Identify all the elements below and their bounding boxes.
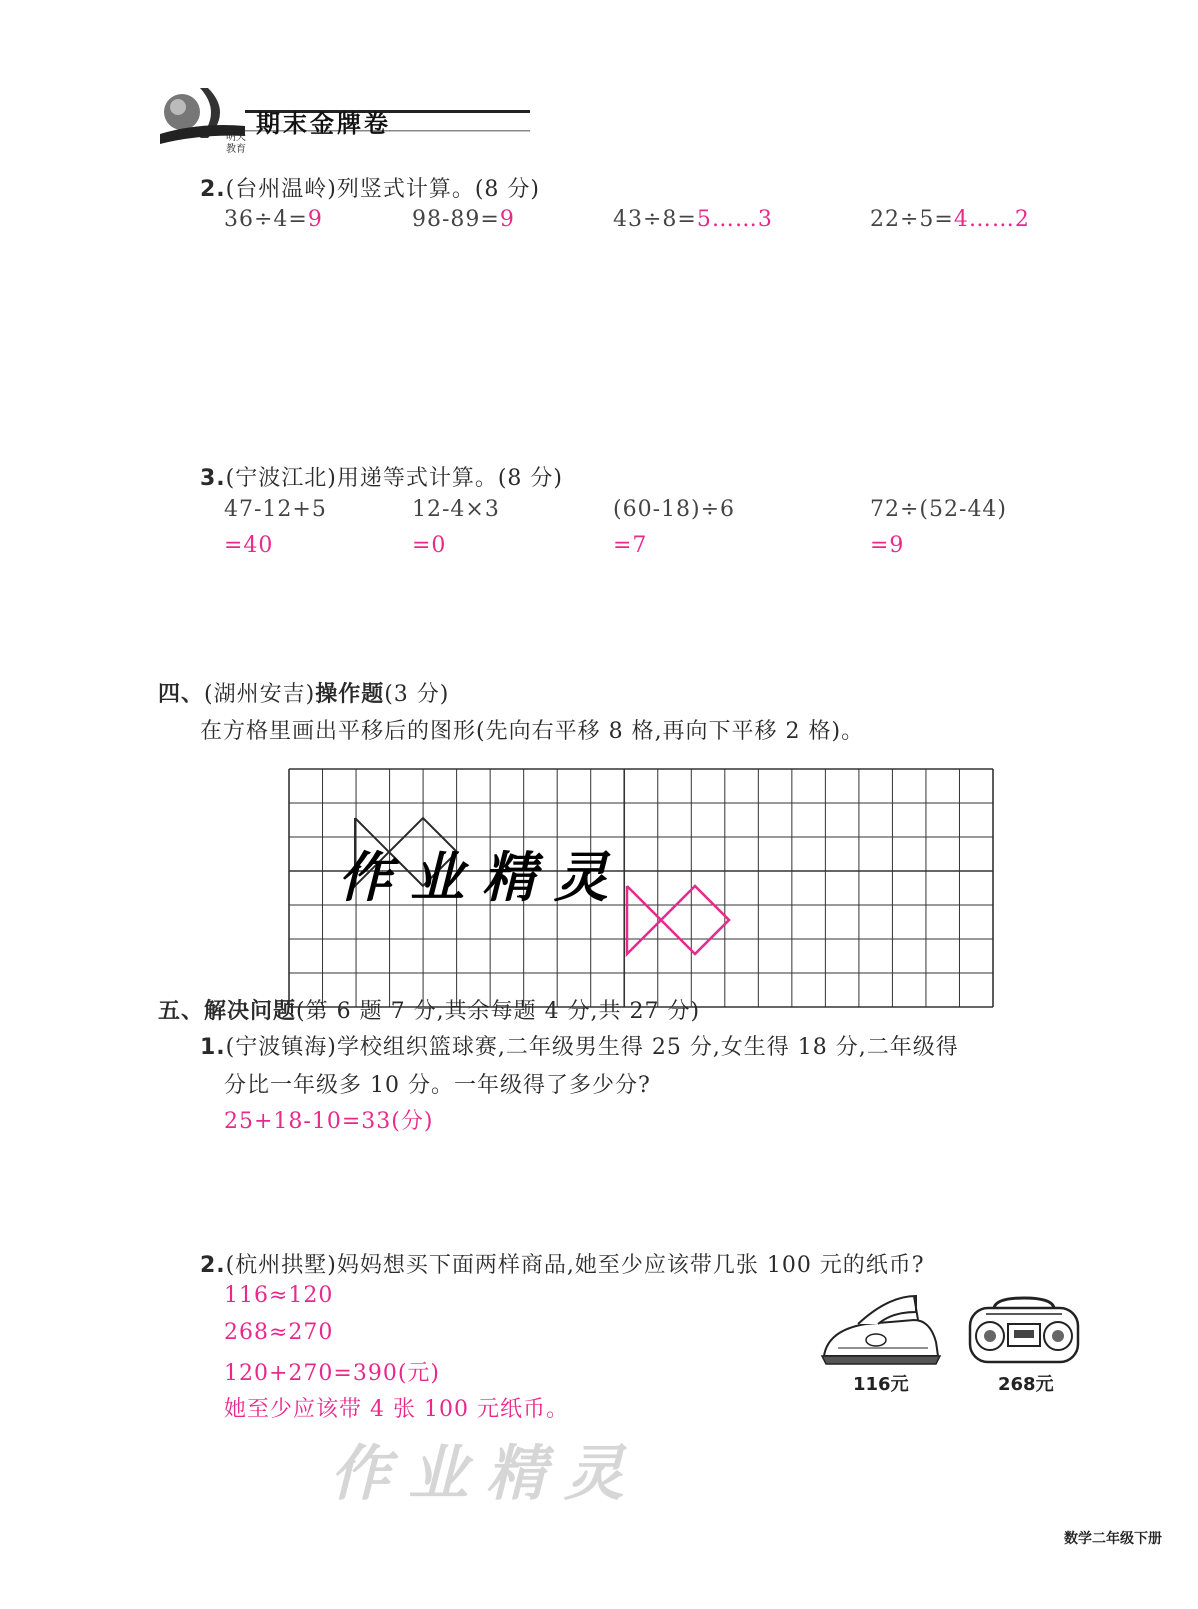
q3-item-2-answer: =0 <box>412 533 447 558</box>
section5-score: (第 6 题 7 分,其余每题 4 分,共 27 分) <box>296 999 701 1024</box>
header-brand <box>226 132 246 156</box>
q3-number: 3. <box>200 466 226 491</box>
page-header-title: 期末金牌卷 <box>256 110 391 138</box>
section5-heading <box>158 994 700 1025</box>
translation-grid <box>288 768 1016 1008</box>
q2-item-3 <box>613 207 773 232</box>
section4-instruction: 在方格里画出平移后的图形(先向右平移 8 格,再向下平移 2 格)。 <box>200 719 865 744</box>
q2-item-2-expr: 98-89= <box>412 207 500 232</box>
section4-heading <box>158 677 449 708</box>
iron-icon <box>818 1290 942 1368</box>
q2-item-1-answer: 9 <box>307 207 323 232</box>
q3-item-2-expr: 12-4×3 <box>412 497 500 522</box>
q2-item-4-expr: 22÷5= <box>870 207 954 232</box>
q2-heading <box>200 172 540 203</box>
page-footer: 数学二年级下册 <box>1064 1531 1162 1547</box>
q2-item-3-expr: 43÷8= <box>613 207 697 232</box>
section4-score: (3 分) <box>384 682 450 707</box>
q2-item-3-answer: 5……3 <box>696 207 773 232</box>
q2-item-1-expr: 36÷4= <box>224 207 308 232</box>
problem2-answer-2: 268≈270 <box>224 1320 334 1345</box>
section4-source: (湖州安吉) <box>204 682 316 707</box>
q2-text: (台州温岭)列竖式计算。(8 分) <box>225 177 540 202</box>
iron-price: 116元 <box>853 1374 909 1395</box>
section5-title: 解决问题 <box>204 999 297 1024</box>
section5-number: 五、 <box>158 999 205 1024</box>
problem2-line1 <box>200 1248 925 1279</box>
problem2-number: 2. <box>200 1253 226 1278</box>
header-brand-line2: 教育 <box>226 144 246 155</box>
q2-item-4 <box>870 207 1030 232</box>
problem1-answer: 25+18-10=33(分) <box>224 1109 434 1134</box>
grid-watermark: 作业精灵 <box>338 845 626 909</box>
q2-item-2-answer: 9 <box>499 207 515 232</box>
section4-number: 四、 <box>158 682 205 707</box>
problem1-line1 <box>200 1030 959 1061</box>
q3-item-1-expr: 47-12+5 <box>224 497 327 522</box>
q2-item-4-answer: 4……2 <box>953 207 1030 232</box>
problem1-line2: 分比一年级多 10 分。一年级得了多少分? <box>224 1073 651 1098</box>
translated-shape <box>627 886 729 954</box>
q3-text: (宁波江北)用递等式计算。(8 分) <box>225 466 563 491</box>
problem2-answer-1: 116≈120 <box>224 1283 334 1308</box>
q3-item-3-answer: =7 <box>613 533 648 558</box>
q2-item-1 <box>224 207 323 232</box>
problem2-text: (杭州拱墅)妈妈想买下面两样商品,她至少应该带几张 100 元的纸币? <box>225 1253 925 1278</box>
radio-price: 268元 <box>998 1374 1054 1395</box>
q3-item-4-expr: 72÷(52-44) <box>870 497 1008 522</box>
page-watermark: 作业精灵 <box>330 1439 642 1509</box>
q3-item-3-expr: (60-18)÷6 <box>613 497 736 522</box>
q2-number: 2. <box>200 177 226 202</box>
header-brand-line1: 明天 <box>226 132 246 143</box>
q2-item-2 <box>412 207 515 232</box>
q3-heading <box>200 461 563 492</box>
radio-icon <box>966 1296 1082 1366</box>
problem1-text: (宁波镇海)学校组织篮球赛,二年级男生得 25 分,女生得 18 分,二年级得 <box>225 1035 959 1060</box>
problem2-answer-3: 120+270=390(元) <box>224 1361 441 1386</box>
problem1-number: 1. <box>200 1035 226 1060</box>
q3-item-4-answer: =9 <box>870 533 905 558</box>
problem2-answer-4: 她至少应该带 4 张 100 元纸币。 <box>224 1397 569 1422</box>
q3-item-1-answer: =40 <box>224 533 274 558</box>
section4-title: 操作题 <box>315 682 385 707</box>
